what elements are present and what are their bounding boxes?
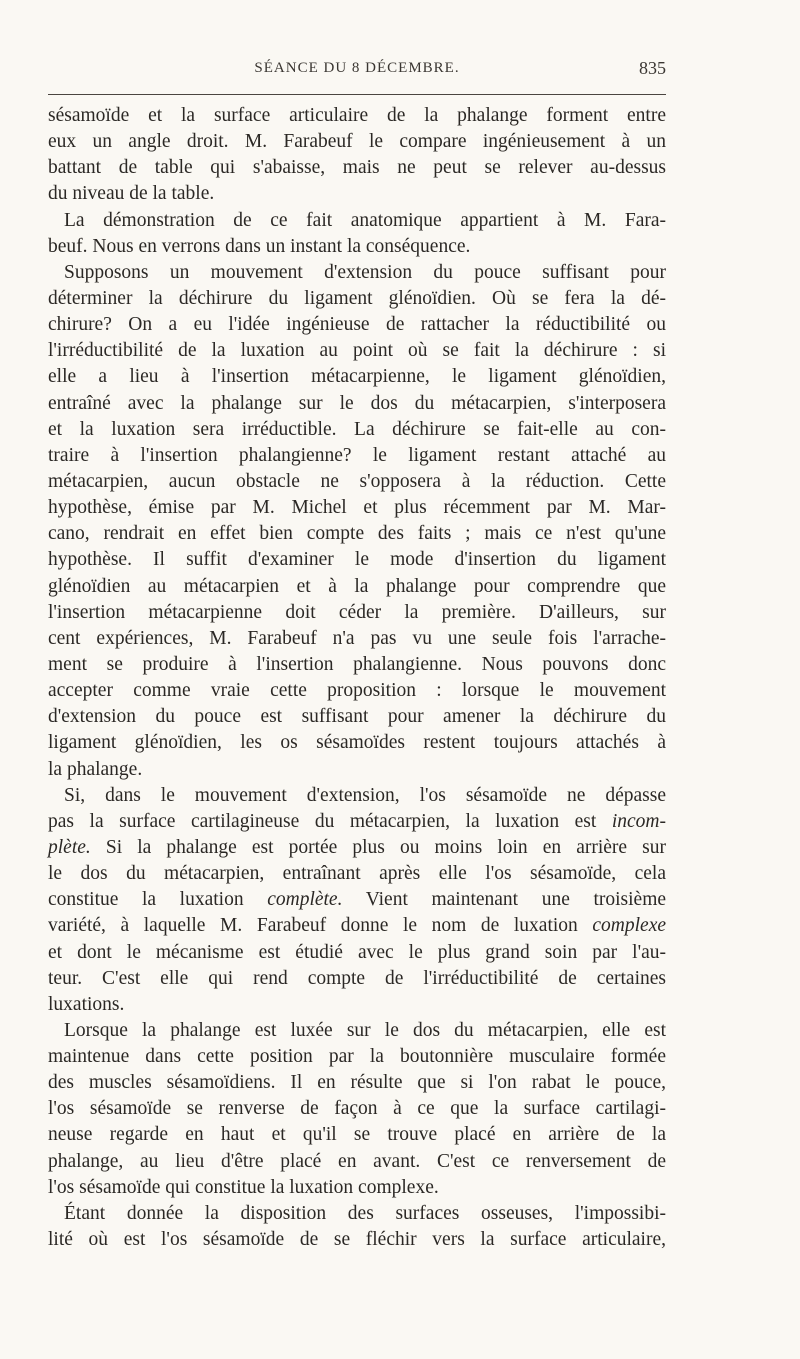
header-rule (48, 94, 666, 95)
text-line (48, 338, 666, 364)
text-line (48, 783, 666, 809)
text-line (48, 129, 666, 155)
page-header (48, 58, 666, 84)
text-line (48, 626, 666, 652)
text-line (48, 887, 666, 913)
line-text: l'irréductibilité de la luxation au point où se fait la déchirure : si (48, 340, 666, 362)
line-text: beuf. Nous en verrons dans un instant la conséquence. (48, 235, 471, 257)
running-head: SÉANCE DU 8 DÉCEMBRE. (254, 60, 460, 76)
line-text: Supposons un mouvement d'extension du pouce suffisant pour (64, 261, 666, 283)
text-line (48, 521, 666, 547)
line-text: pas la surface cartilagineuse du métacarpien, la luxation est (48, 810, 597, 832)
text-line (48, 1175, 666, 1201)
line-text: constitue la luxation (48, 889, 244, 911)
italic-text: plète. (48, 836, 91, 858)
text-line (48, 992, 666, 1018)
text-line (48, 391, 666, 417)
italic-text: complexe (592, 915, 667, 937)
line-text: sésamoïde et la surface articulaire de la phalange forment entre (48, 105, 666, 126)
text-line (48, 1227, 666, 1253)
text-line (48, 417, 666, 443)
line-text: teur. C'est elle qui rend compte de l'irréductibilité de certaines (48, 967, 666, 989)
line-text: métacarpien, aucun obstacle ne s'opposera à la réduction. Cette (48, 470, 666, 492)
text-line (48, 1070, 666, 1096)
text-line (48, 861, 666, 887)
line-text: du niveau de la table. (48, 183, 215, 205)
text-line (48, 1122, 666, 1148)
body-text (48, 103, 666, 1253)
page-number: 835 (639, 58, 666, 78)
line-text: l'os sésamoïde qui constitue la luxation complexe. (48, 1176, 439, 1198)
line-text: variété, à laquelle M. Farabeuf donne le nom de luxation (48, 915, 578, 937)
line-text: et dont le mécanisme est étudié avec le plus grand soin par l'au- (48, 941, 666, 963)
line-text: lité où est l'os sésamoïde de se fléchir vers la surface articulaire, (48, 1229, 666, 1251)
line-text: traire à l'insertion phalangienne? le ligament restant attaché au (48, 444, 666, 466)
text-line (48, 757, 666, 783)
text-line (48, 1018, 666, 1044)
line-text: d'extension du pouce est suffisant pour amener la déchirure du (48, 706, 666, 728)
line-text: neuse regarde en haut et qu'il se trouve placé en arrière de la (48, 1124, 666, 1146)
line-text: chirure? On a eu l'idée ingénieuse de rattacher la réductibilité ou (48, 314, 666, 336)
text-line (48, 835, 666, 861)
text-line (48, 730, 666, 756)
text-line (48, 260, 666, 286)
line-text: accepter comme vraie cette proposition : lorsque le mouvement (48, 680, 666, 702)
text-line (48, 155, 666, 181)
line-text: La démonstration de ce fait anatomique appartient à M. Fara- (64, 209, 666, 231)
text-line (48, 940, 666, 966)
text-line (48, 652, 666, 678)
text-line (48, 103, 666, 129)
line-text: ligament glénoïdien, les os sésamoïdes restent toujours attachés à (48, 732, 666, 754)
line-text: des muscles sésamoïdiens. Il en résulte que si l'on rabat le pouce, (48, 1072, 666, 1094)
line-text: maintenue dans cette position par la boutonnière musculaire formée (48, 1046, 666, 1068)
line-text: déterminer la déchirure du ligament glénoïdien. Où se fera la dé- (48, 287, 666, 309)
line-text: Si la phalange est portée plus ou moins loin en arrière sur (90, 836, 666, 858)
text-line (48, 547, 666, 573)
line-text: battant de table qui s'abaisse, mais ne peut se relever au-dessus (48, 157, 666, 179)
line-text: eux un angle droit. M. Farabeuf le compare ingénieusement à un (48, 131, 666, 153)
line-text: et la luxation sera irréductible. La déchirure se fait-elle au con- (48, 418, 666, 440)
text-line (48, 913, 666, 939)
line-text: hypothèse, émise par M. Michel et plus récemment par M. Mar- (48, 497, 666, 519)
line-text: l'os sésamoïde se renverse de façon à ce que la surface cartilagi- (48, 1098, 666, 1120)
text-line (48, 443, 666, 469)
line-text: luxations. (48, 993, 125, 1015)
text-line (48, 704, 666, 730)
text-line (48, 234, 666, 260)
line-text: phalange, au lieu d'être placé en avant. C'est ce renversement de (48, 1150, 666, 1172)
text-line (48, 1149, 666, 1175)
line-text: l'insertion métacarpienne doit céder la première. D'ailleurs, sur (48, 601, 666, 623)
line-text: hypothèse. Il suffit d'examiner le mode d'insertion du ligament (48, 549, 666, 571)
line-text: Lorsque la phalange est luxée sur le dos du métacarpien, elle est (64, 1019, 666, 1041)
line-text: la phalange. (48, 758, 143, 780)
text-line (48, 574, 666, 600)
line-text: glénoïdien au métacarpien et à la phalange pour comprendre que (48, 575, 666, 597)
line-text: Étant donnée la disposition des surfaces osseuses, l'impossibi- (64, 1202, 666, 1224)
italic-text: complète. (267, 889, 343, 911)
text-line (48, 181, 666, 207)
line-text: cano, rendrait en effet bien compte des faits ; mais ce n'est qu'une (48, 523, 666, 545)
line-text: ment se produire à l'insertion phalangienne. Nous pouvons donc (48, 653, 666, 675)
text-line (48, 600, 666, 626)
text-line (48, 1096, 666, 1122)
text-line (48, 495, 666, 521)
text-line (48, 469, 666, 495)
line-text: cent expériences, M. Farabeuf n'a pas vu une seule fois l'arrache- (48, 627, 666, 649)
text-line (48, 312, 666, 338)
italic-text: incom- (611, 810, 666, 832)
line-text: Si, dans le mouvement d'extension, l'os sésamoïde ne dépasse (64, 784, 666, 806)
text-line (48, 809, 666, 835)
text-line (48, 1201, 666, 1227)
text-line (48, 678, 666, 704)
text-line (48, 364, 666, 390)
text-line (48, 966, 666, 992)
line-text: Vient maintenant une troisième (342, 889, 667, 911)
line-text: entraîné avec la phalange sur le dos du métacarpien, s'interposera (48, 392, 666, 414)
text-line (48, 286, 666, 312)
line-text: le dos du métacarpien, entraînant après elle l'os sésamoïde, cela (48, 863, 666, 885)
text-line (48, 208, 666, 234)
text-line (48, 1044, 666, 1070)
line-text: elle a lieu à l'insertion métacarpienne, le ligament glénoïdien, (48, 366, 666, 388)
